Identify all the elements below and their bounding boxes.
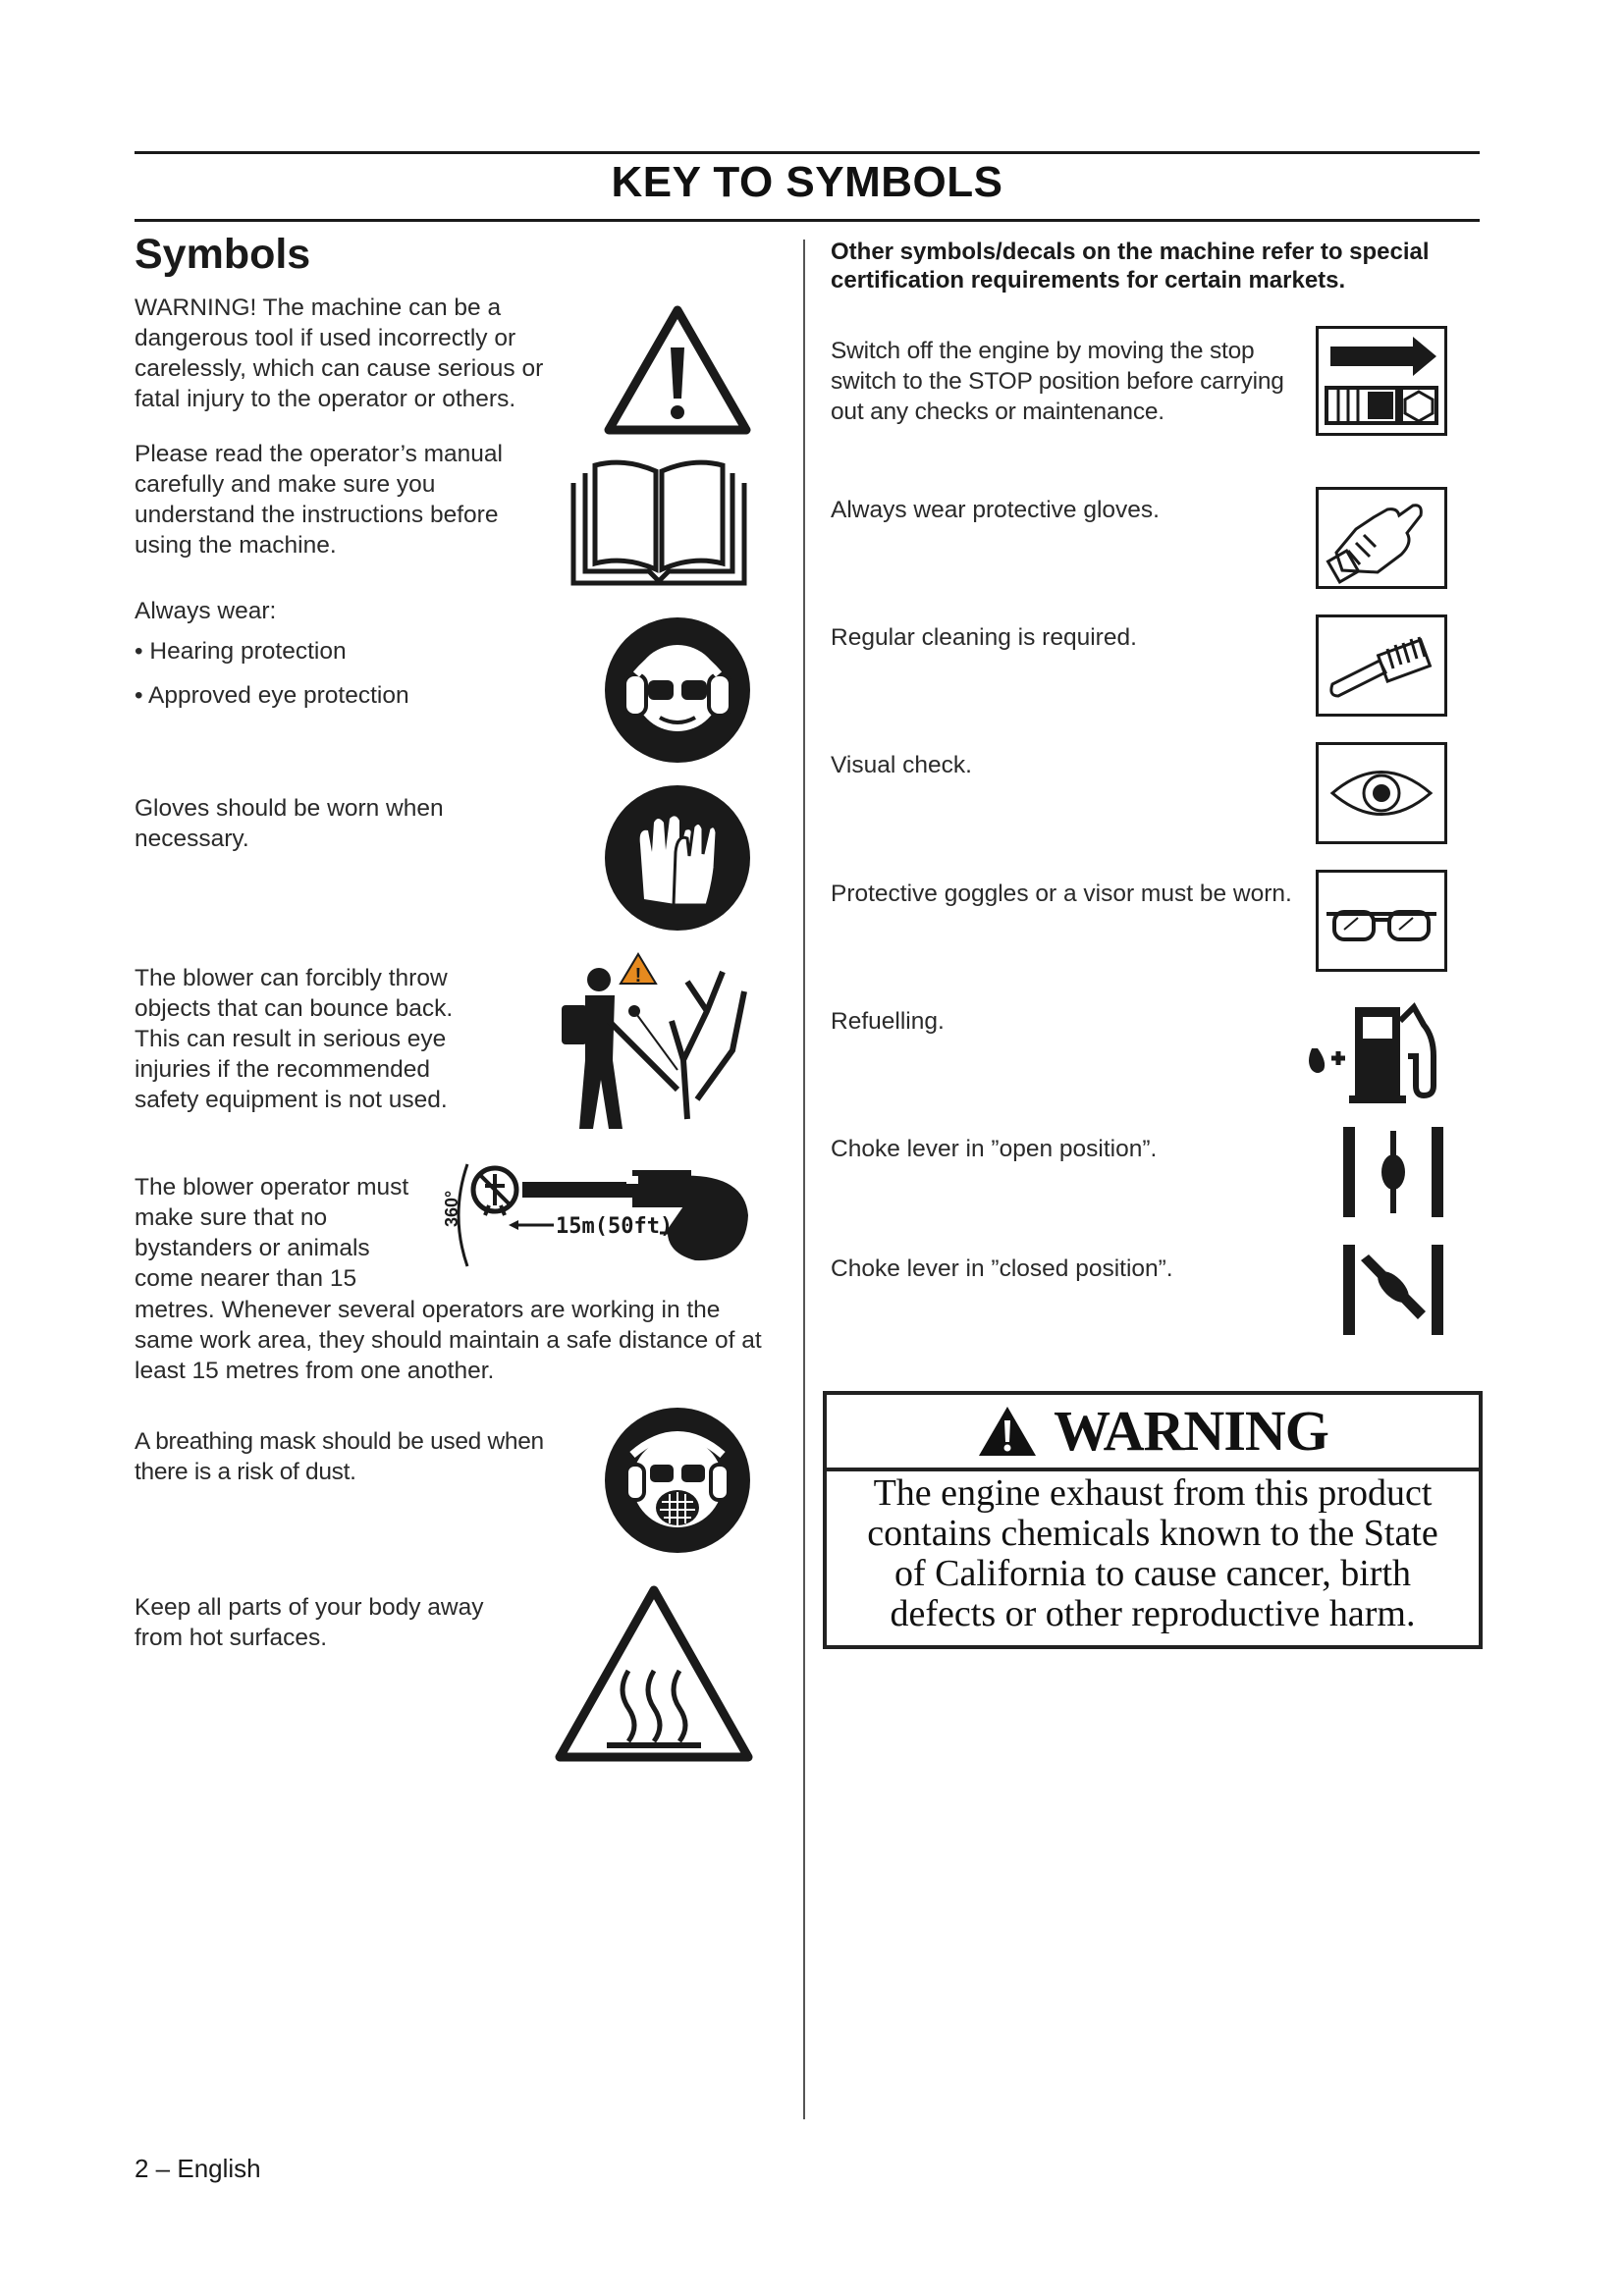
warning-sign-icon [977, 1405, 1038, 1458]
warning-body [827, 1473, 1479, 1634]
cleaning-brush-icon [1316, 614, 1447, 717]
warning-triangle-icon [603, 304, 752, 437]
warning-header [827, 1395, 1479, 1471]
thrown-objects-text: The blower can forcibly throw objects that can bounce back. This can result in serious eye injuries if the recommended safety equipment is not used. [135, 965, 454, 1113]
column-divider [803, 240, 805, 2119]
eye-icon [1316, 742, 1447, 844]
goggles-icon [1316, 870, 1447, 972]
safety-distance-text: The blower operator must make sure that no bystanders or animals come nearer than 15 [135, 1174, 409, 1292]
fuel-pump-icon [1296, 997, 1453, 1105]
bullet-eye-protection: • Approved eye protection [135, 682, 409, 709]
hot-surface-text: Keep all parts of your body away from hot surfaces. [135, 1594, 484, 1651]
choke-closed-icon [1339, 1243, 1447, 1337]
other-symbols-note: Other symbols/decals on the machine refer to special certification requirements for certain markets. [831, 239, 1430, 294]
always-wear-text: Always wear: [135, 598, 277, 624]
distance-label: 15m(50ft) [556, 1214, 674, 1239]
gloves-text: Gloves should be worn when necessary. [135, 795, 444, 852]
bullet-hearing-protection: • Hearing protection [135, 638, 347, 665]
header-rule-top [135, 151, 1480, 154]
svg-text:!: ! [634, 965, 642, 987]
warning-line-4: defects or other reproductive harm. [890, 1593, 1416, 1634]
page-title: KEY TO SYMBOLS [611, 158, 1003, 206]
stop-switch-icon [1316, 326, 1447, 436]
warning-title: WARNING [1054, 1399, 1328, 1463]
warning-line-2: contains chemicals known to the State [867, 1513, 1438, 1554]
choke-closed-text: Choke lever in ”closed position”. [831, 1255, 1173, 1282]
stop-switch-text: Switch off the engine by moving the stop switch to the STOP position before carrying out any checks or maintenance. [831, 338, 1284, 425]
warning-text: WARNING! The machine can be a dangerous tool if used incorrectly or carelessly, which can cause serious or fatal injury to the operator or others. [135, 294, 544, 412]
read-manual-text: Please read the operator’s manual carefully and make sure you understand the instructions before using the machine. [135, 441, 504, 559]
choke-open-text: Choke lever in ”open position”. [831, 1136, 1158, 1162]
breathing-mask-icon [603, 1406, 752, 1555]
warning-line-3: of California to cause cancer, birth [893, 1553, 1412, 1594]
section-heading: Symbols [135, 231, 311, 278]
refuelling-text: Refuelling. [831, 1008, 945, 1035]
choke-open-icon [1339, 1125, 1447, 1219]
ear-and-eye-protection-icon [603, 615, 752, 765]
safety-distance-icon [440, 1156, 756, 1284]
thrown-objects-warning-icon [540, 952, 754, 1147]
header-rule-bottom [135, 219, 1480, 222]
gloves-icon [603, 783, 752, 933]
warning-line-1: The engine exhaust from this product [873, 1472, 1433, 1514]
operators-manual-book-icon [566, 454, 752, 591]
protective-glove-icon [1316, 487, 1447, 589]
visual-check-text: Visual check. [831, 752, 972, 778]
angle-label: 360° [442, 1190, 461, 1227]
protective-gloves-text: Always wear protective gloves. [831, 497, 1160, 523]
hot-surface-icon [552, 1582, 756, 1767]
breathing-mask-text: A breathing mask should be used when there is a risk of dust. [135, 1428, 544, 1485]
goggles-text: Protective goggles or a visor must be worn. [831, 881, 1292, 907]
california-warning-box [823, 1391, 1483, 1649]
regular-cleaning-text: Regular cleaning is required. [831, 624, 1137, 651]
page-footer: 2 – English [135, 2154, 261, 2183]
safety-distance-text-cont: metres. Whenever several operators are working in the same work area, they should maintain a safe distance of at least 15 metres from one another. [135, 1297, 762, 1384]
